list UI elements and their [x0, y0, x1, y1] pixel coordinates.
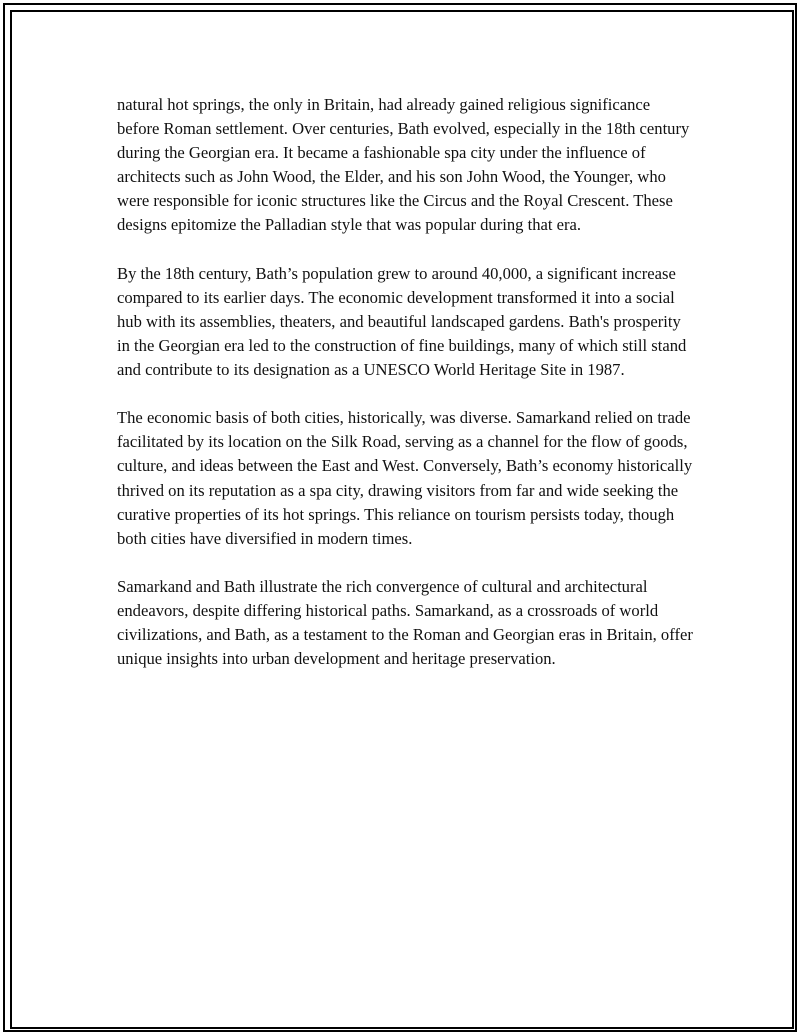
document-body	[117, 93, 695, 695]
paragraph-economic-basis: The economic basis of both cities, historically, was diverse. Samarkand relied on trade facilitated by its location on the Silk Road, serving as a channel for the flow of goods, culture, and ideas between the East and West. Conversely, Bath’s economy historically thrived on its reputation as a spa city, drawing visitors from far and wide seeking the curative properties of its hot springs. This reliance on tourism persists today, though both cities have diversified in modern times.	[117, 408, 693, 548]
paragraph-conclusion: Samarkand and Bath illustrate the rich convergence of cultural and architectural endeavors, despite differing historical paths. Samarkand, as a crossroads of world civilizations, and Bath, as a testament to the Roman and Georgian eras in Britain, offer unique insights into urban development and heritage preservation.	[117, 576, 693, 669]
paragraph-bath-population: By the 18th century, Bath’s population grew to around 40,000, a significant increase compared to its earlier days. The economic development transformed it into a social hub with its assemblies, theaters, and beautiful landscaped gardens. Bath's prosperity in the Georgian era led to the construction of fine buildings, many of which still stand and contribute to its designation as a UNESCO World Heritage Site in 1987.	[117, 263, 687, 380]
paragraph-bath-history: natural hot springs, the only in Britain, had already gained religious significance before Roman settlement. Over centuries, Bath evolved, especially in the 18th century during the Georgian era. It became a fashionable spa city under the influence of architects such as John Wood, the Elder, and his son John Wood, the Younger, who were responsible for iconic structures like the Circus and the Royal Crescent. These designs epitomize the Palladian style that was popular during that era.	[117, 95, 690, 235]
